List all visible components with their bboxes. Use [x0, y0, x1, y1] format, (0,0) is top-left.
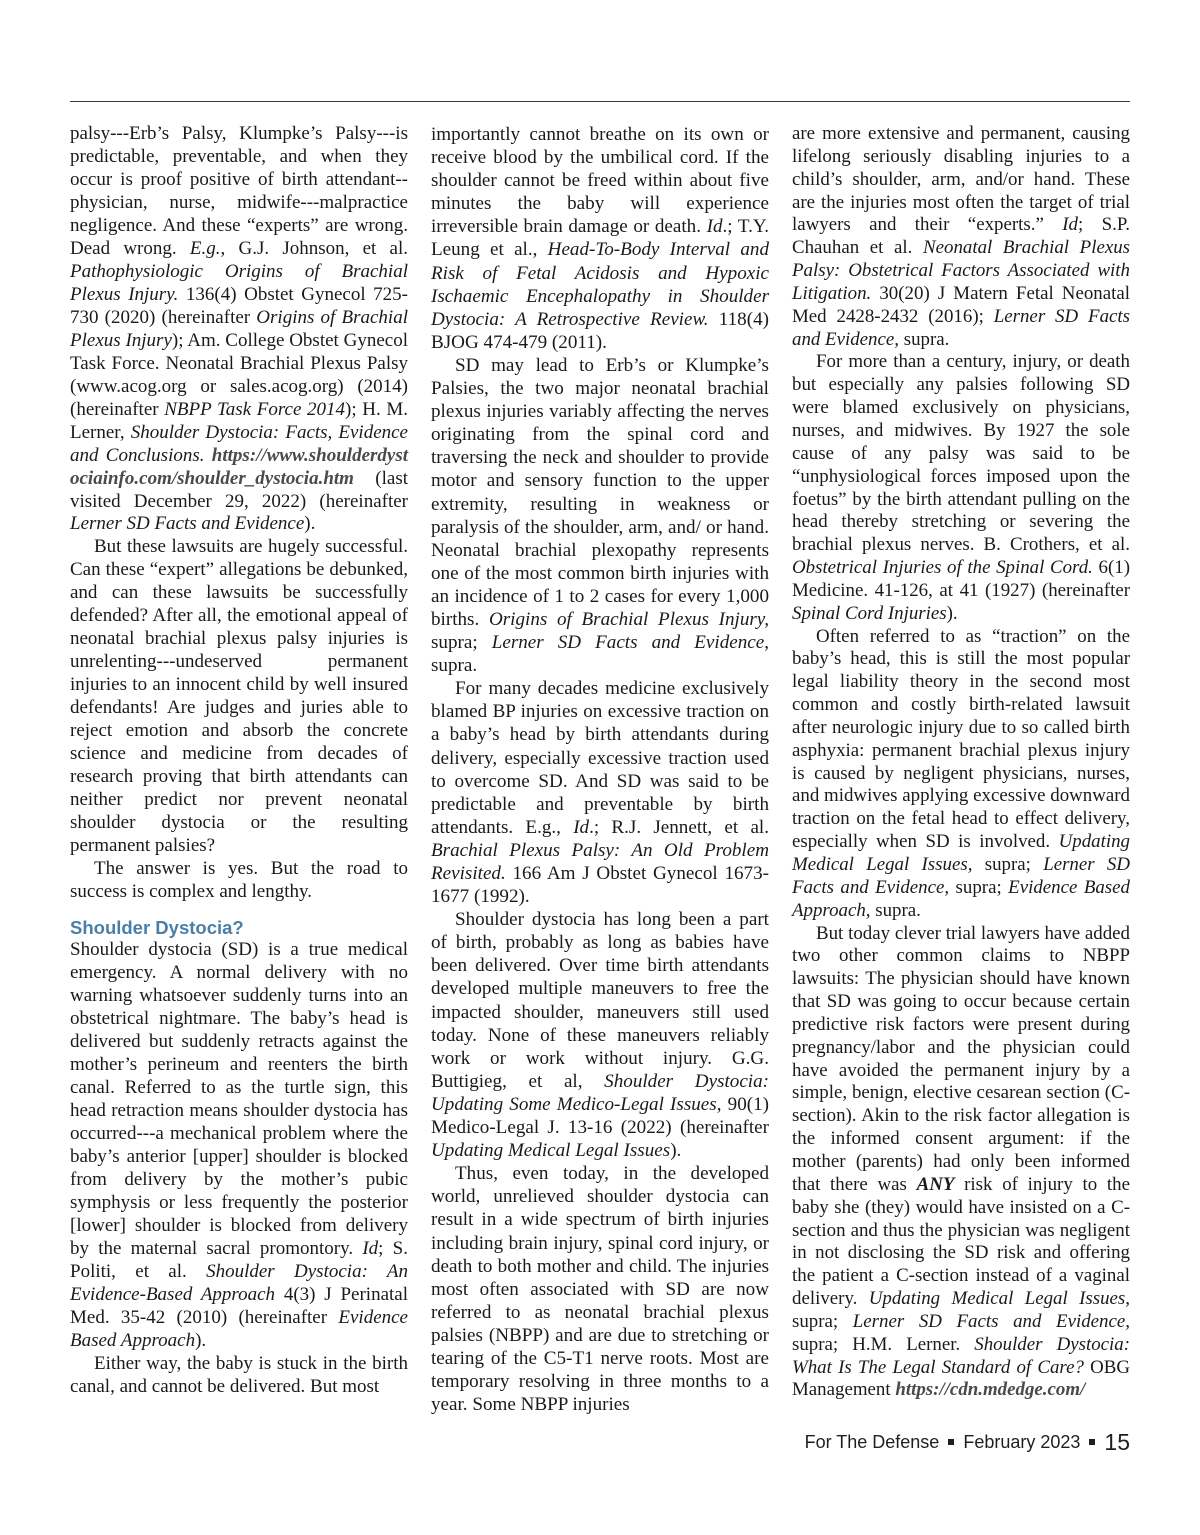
publication-name: For The Defense — [804, 1431, 940, 1452]
article-column-2 — [431, 123, 769, 1416]
article-paragraph — [70, 939, 408, 1352]
citation-italic: Id — [573, 816, 590, 838]
citation-italic: Shoulder Dystocia: Updating Some Medico-Legal Issues — [431, 1070, 770, 1115]
text-run: , supra. — [431, 632, 770, 677]
citation-italic: Obstetrical Injuries of the Spinal Cord. — [792, 557, 1093, 579]
page-footer — [805, 1428, 1130, 1456]
reference-link[interactable]: https://cdn.mdedge.com/ — [895, 1379, 1086, 1401]
text-run: ); H. M. Lerner, — [70, 398, 408, 443]
citation-italic: Lerner SD Facts and Evidence, — [852, 1310, 1130, 1332]
text-run: Shoulder dystocia (SD) is a true medical emergency. A normal delivery with no warning whatsoever suddenly turns into an obstetrical nightmare. The baby’s head is delivered but suddenly retracts against the mother’s perineum and reenters the birth canal. Referred to as the turtle sign, this head retraction means shoulder dystocia has occurred---a mechanical problem where the baby’s anterior [upper] shoulder is blocked from delivery by the mother’s pubic symphysis or less frequently the posterior [lower] shoulder is blocked from delivery by the maternal sacral promontory. — [70, 939, 408, 1259]
article-paragraph — [431, 1162, 769, 1416]
reference-link[interactable]: https://www.shoulderdystociainfo.com/shoulder_dystocia.htm — [70, 444, 409, 489]
text-run: ; S. Politi, et al. — [70, 1237, 408, 1282]
article-paragraph — [792, 626, 1130, 923]
citation-italic: Shoulder Dystocia: An Evidence-Based Approach — [70, 1260, 408, 1305]
footer-bullet — [1089, 1439, 1095, 1445]
article-paragraph — [431, 677, 769, 908]
citation-italic: Shoulder Dystocia: Facts, Evidence and Conclusions. — [70, 421, 408, 466]
citation-italic: Updating Medical Legal Issues, — [868, 1288, 1130, 1310]
text-run: 4(3) J Perinatal Med. 35-42 (2010) (hereinafter — [70, 1283, 409, 1328]
text-run: palsy---Erb’s Palsy, Klumpke’s Palsy---is predictable, preventable, and when they occur is proof positive of birth attendant--physician, nurse, midwife---malpractice negligence. And these “experts” are wrong. Dead wrong. — [70, 123, 408, 259]
citation-italic: Origins of Brachial Plexus Injury, — [488, 608, 769, 630]
article-paragraph — [792, 351, 1130, 625]
text-run: ). — [304, 513, 316, 535]
citation-italic: Id — [706, 216, 723, 238]
article-paragraph — [70, 1353, 408, 1399]
text-run: ); Am. College Obstet Gynecol Task Force. Neonatal Brachial Plexus Palsy (www.acog.org or sales.acog.org) (2014) (hereinafter — [70, 329, 408, 420]
text-run: ). — [946, 602, 958, 624]
text-run: But these lawsuits are hugely successful. Can these “expert” allegations be debunked, and can these lawsuits be successfully defended? After all, the emotional appeal of neonatal brachial plexus palsy injuries is unrelenting---undeserved permanent injuries to an innocent child by well insured defendants! Are judges and juries able to reject emotion and absorb the concrete science and medicine from decades of research proving that birth attendants can neither predict nor prevent neonatal shoulder dystocia or the resulting permanent palsies? — [70, 536, 408, 857]
article-paragraph — [431, 123, 769, 354]
text-run: SD may lead to Erb’s or Klumpke’s Palsies, the two major neonatal brachial plexus injuries variably affecting the nerves originating from the spinal cord and traversing the neck and shoulder to provide motor and sensory function to the upper extremity, resulting in weakness or paralysis of the shoulder, arm, and/ or hand. Neonatal brachial plexopathy represents one of the most common birth injuries with an incidence of 1 to 2 cases for every 1,000 births. — [431, 354, 769, 630]
page-number: 15 — [1104, 1428, 1130, 1455]
text-run: ; S.P. Chauhan et al. — [792, 214, 1130, 259]
text-run: OBG Management — [792, 1356, 1130, 1401]
text-run: Shoulder dystocia has long been a part of birth, probably as long as babies have been delivered. Over time birth attendants developed multiple maneuvers to free the impacted shoulder, maneuvers still used today. None of these maneuvers reliably work or work without injury. G.G. Buttigieg, et al, — [431, 909, 769, 1092]
text-run: 166 Am J Obstet Gynecol 1673-1677 (1992). — [431, 863, 769, 908]
text-run: (last visited December 29, 2022) (hereinafter — [70, 467, 408, 512]
citation-italic: Origins of Brachial Plexus Injury — [70, 306, 408, 351]
text-run: Often referred to as “traction” on the baby’s head, this is still the most popular legal liability theory in the second most common and costly birth-related lawsuit after neurologic injury due to so called birth asphyxia: permanent brachial plexus injury is caused by negligent physicians, nurses, and midwives applying excessive downward traction on the fetal head to effect delivery, especially when SD is involved. — [792, 625, 1130, 853]
article-paragraph — [792, 123, 1130, 351]
citation-italic: Pathophysiologic Origins of Brachial Plexus Injury. — [70, 260, 408, 305]
text-run: supra. — [870, 899, 921, 921]
text-run: are more extensive and permanent, causing lifelong seriously disabling injuries to a child’s shoulder, arm, and/or hand. These are the injuries most often the target of trial lawyers and their “experts.” — [792, 123, 1130, 236]
citation-italic: Lerner SD Facts and Evidence, — [792, 854, 1130, 898]
text-run: ). — [195, 1329, 207, 1351]
text-run: supra; — [792, 1310, 853, 1332]
citation-italic: Lerner SD Facts and Evidence — [491, 632, 765, 654]
article-paragraph — [70, 123, 408, 536]
citation-italic: Lerner SD Facts and Evidence — [70, 513, 305, 535]
article-paragraph — [70, 536, 408, 858]
text-run: The answer is yes. But the road to success is complex and lengthy. — [70, 858, 408, 902]
issue-date: February 2023 — [963, 1431, 1081, 1452]
text-run: .; R.J. Jennett, et al. — [589, 816, 770, 838]
text-run — [205, 445, 212, 466]
citation-italic: Head-To-Body Interval and Risk of Fetal Acidosis and Hypoxic Ischaemic Encephalopathy in Shoulder Dystocia: A Retrospective Review. — [431, 239, 769, 330]
article-paragraph — [431, 908, 769, 1162]
citation-italic: NBPP Task Force 2014 — [164, 398, 346, 420]
article-column-3 — [792, 123, 1130, 1402]
article-paragraph — [70, 858, 408, 904]
text-run: But today clever trial lawyers have added two other common claims to NBPP lawsuits: The physician should have known that SD was going to occur because certain predictive risk factors were present during pregnancy/labor and the physician could have avoided the permanent injury by a simple, benign, elective cesarean section (C-section). Akin to the risk factor allegation is the informed consent argument: if the mother (parents) had only been informed that there was — [792, 922, 1130, 1195]
text-run: For more than a century, injury, or death but especially any palsies following SD were blamed exclusively on physicians, nurses, and midwives. By 1927 the sole cause of any palsy was said to be “unphysiological forces imposed upon the foetus” by the birth attendant pulling on the head thereby stretching or severing the brachial plexus nerves. B. Crothers, et al. — [792, 351, 1130, 556]
text-run: supra. — [899, 328, 950, 350]
text-run: supra; H.M. Lerner. — [792, 1333, 975, 1355]
text-run: , 90(1) Medico-Legal J. 13-16 (2022) (hereinafter — [431, 1093, 769, 1139]
text-run: , G.J. Johnson, et al. — [220, 237, 409, 259]
text-run: ). — [670, 1140, 682, 1162]
text-run: 6(1) Medicine. 41-126, at 41 (1927) (hereinafter — [792, 557, 1130, 601]
text-run: supra; — [431, 632, 492, 654]
text-run: importantly cannot breathe on its own or receive blood by the umbilical cord. If the shoulder cannot be freed within about five minutes the baby will experience irreversible brain damage or death. — [431, 124, 769, 238]
text-run: Either way, the baby is stuck in the birth canal, and cannot be delivered. But most — [70, 1352, 408, 1397]
citation-italic: Id — [1062, 214, 1078, 236]
citation-italic: Id — [362, 1237, 379, 1259]
header-rule — [70, 101, 1130, 102]
text-run: supra; — [949, 876, 1009, 898]
text-run: supra; — [972, 854, 1044, 875]
citation-italic: Updating Medical Legal Issues — [431, 1140, 671, 1162]
text-run: 30(20) J Matern Fetal Neonatal Med 2428-2432 (2016); — [792, 282, 1130, 327]
text-run: Thus, even today, in the developed world, unrelieved shoulder dystocia can result in a wide spectrum of birth injuries including brain injury, spinal cord injury, or death to both mother and child. The injuries most often associated with SD are now referred to as neonatal brachial plexus palsies (NBPP) and are due to stretching or tearing of the C5-T1 nerve roots. Most are temporary resolving in three months to a year. Some NBPP injuries — [431, 1163, 769, 1416]
article-paragraph — [431, 354, 769, 677]
text-run: risk of injury to the baby she (they) would have insisted on a C-section and thus the physician was negligent in not disclosing the SD risk and offering the patient a C-section instead of a vaginal delivery. — [792, 1173, 1130, 1310]
text-run: 136(4) Obstet Gynecol 725-730 (2020) (hereinafter — [70, 283, 408, 328]
citation-italic: Spinal Cord Injuries — [792, 602, 947, 624]
section-heading: Shoulder Dystocia? — [70, 916, 244, 938]
text-run: For many decades medicine exclusively blamed BP injuries on excessive traction on a baby’s head by birth attendants during delivery, especially excessive traction used to overcome SD. And SD was said to be predictable and preventable by birth attendants. E.g., — [431, 678, 769, 838]
citation-italic: Evidence Based Approach — [70, 1306, 408, 1351]
article-paragraph — [792, 923, 1130, 1403]
citation-italic: Shoulder Dystocia: What Is The Legal Standard of Care? — [792, 1333, 1131, 1378]
citation-italic: Neonatal Brachial Plexus Palsy: Obstetrical Factors Associated with Litigation. — [792, 237, 1131, 304]
citation-italic: Brachial Plexus Palsy: An Old Problem Revisited. — [431, 839, 769, 884]
footer-bullet — [948, 1439, 954, 1445]
text-run: 118(4) BJOG 474-479 (2011). — [431, 308, 769, 353]
emphasis-text: ANY — [916, 1173, 955, 1195]
citation-italic: E.g. — [189, 237, 221, 259]
citation-italic: Lerner SD Facts and Evidence, — [792, 305, 1130, 350]
article-column-1 — [70, 123, 408, 1399]
citation-italic: Evidence Based Approach, — [792, 876, 1130, 921]
text-run: .; T.Y. Leung et al., — [431, 216, 769, 261]
citation-italic: Updating Medical Legal Issues, — [792, 831, 1130, 875]
